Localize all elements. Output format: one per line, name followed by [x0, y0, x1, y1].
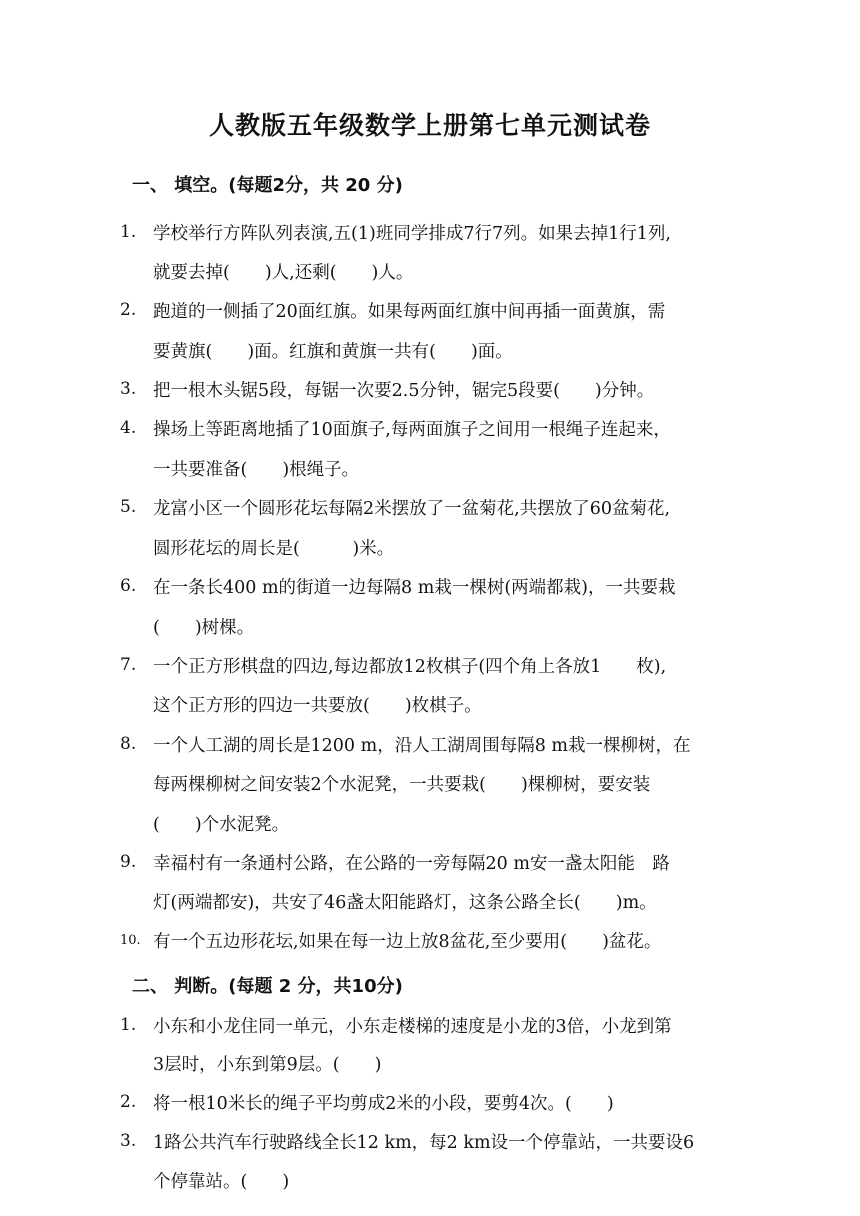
question-number: 6.	[120, 576, 137, 596]
question-number: 5.	[120, 497, 137, 517]
question-line: 要黄旗( )面。红旗和黄旗一共有( )面。	[153, 342, 513, 362]
question-line: 学校举行方阵队列表演,五(1)班同学排成7行7列。如果去掉1行1列,	[153, 224, 671, 244]
question-number: 4.	[120, 418, 137, 438]
question-line: 这个正方形的四边一共要放( )枚棋子。	[153, 696, 482, 716]
question-number: 2.	[120, 300, 137, 320]
question-line: 将一根10米长的绳子平均剪成2米的小段，要剪4次。( )	[153, 1094, 614, 1114]
section-header: 一、 填空。(每题2分，共 20 分)	[132, 175, 403, 196]
question-line: 一共要准备( )根绳子。	[153, 460, 360, 480]
question-number: 9.	[120, 852, 137, 872]
page-title: 人教版五年级数学上册第七单元测试卷	[208, 111, 651, 140]
question-line: 一个正方形棋盘的四边,每边都放12枚棋子(四个角上各放1 枚),	[153, 657, 667, 677]
question-line: 有一个五边形花坛,如果在每一边上放8盆花,至少要用( )盆花。	[153, 932, 662, 952]
question-number: 10.	[120, 933, 141, 948]
question-line: 小东和小龙住同一单元，小东走楼梯的速度是小龙的3倍，小龙到第	[153, 1017, 672, 1037]
question-line: 每两棵柳树之间安装2个水泥凳，一共要栽( )棵柳树，要安装	[153, 775, 651, 795]
question-line: 把一根木头锯5段，每锯一次要2.5分钟，锯完5段要( )分钟。	[153, 381, 655, 401]
question-number: 8.	[120, 734, 137, 754]
question-line: 在一条长400 m的街道一边每隔8 m栽一棵树(两端都栽)，一共要栽	[153, 578, 676, 598]
section-header: 二、 判断。(每题 2 分，共10分)	[132, 976, 403, 997]
question-line: 一个人工湖的周长是1200 m，沿人工湖周围每隔8 m栽一棵柳树，在	[153, 736, 691, 756]
question-number: 7.	[120, 655, 137, 675]
question-line: 幸福村有一条通村公路，在公路的一旁每隔20 m安一盏太阳能 路	[153, 854, 670, 874]
question-line: 圆形花坛的周长是( )米。	[153, 539, 395, 559]
question-line: 个停靠站。( )	[153, 1172, 290, 1192]
question-number: 1.	[120, 1015, 137, 1035]
question-line: 操场上等距离地插了10面旗子,每两面旗子之间用一根绳子连起来，	[153, 420, 671, 440]
question-line: ( )树棵。	[153, 618, 255, 638]
question-line: 灯(两端都安)，共安了46盏太阳能路灯，这条公路全长( )m。	[153, 893, 657, 913]
question-line: 1路公共汽车行驶路线全长12 km，每2 km设一个停靠站，一共要设6	[153, 1133, 695, 1153]
question-number: 2.	[120, 1092, 137, 1112]
question-line: 跑道的一侧插了20面红旗。如果每两面红旗中间再插一面黄旗，需	[153, 302, 666, 322]
question-line: 就要去掉( )人,还剩( )人。	[153, 263, 414, 283]
question-number: 3.	[120, 1131, 137, 1151]
question-number: 1.	[120, 222, 137, 242]
question-number: 3.	[120, 379, 137, 399]
question-line: ( )个水泥凳。	[153, 815, 290, 835]
question-line: 3层时，小东到第9层。( )	[153, 1055, 382, 1075]
question-line: 龙富小区一个圆形花坛每隔2米摆放了一盆菊花,共摆放了60盆菊花,	[153, 499, 671, 519]
